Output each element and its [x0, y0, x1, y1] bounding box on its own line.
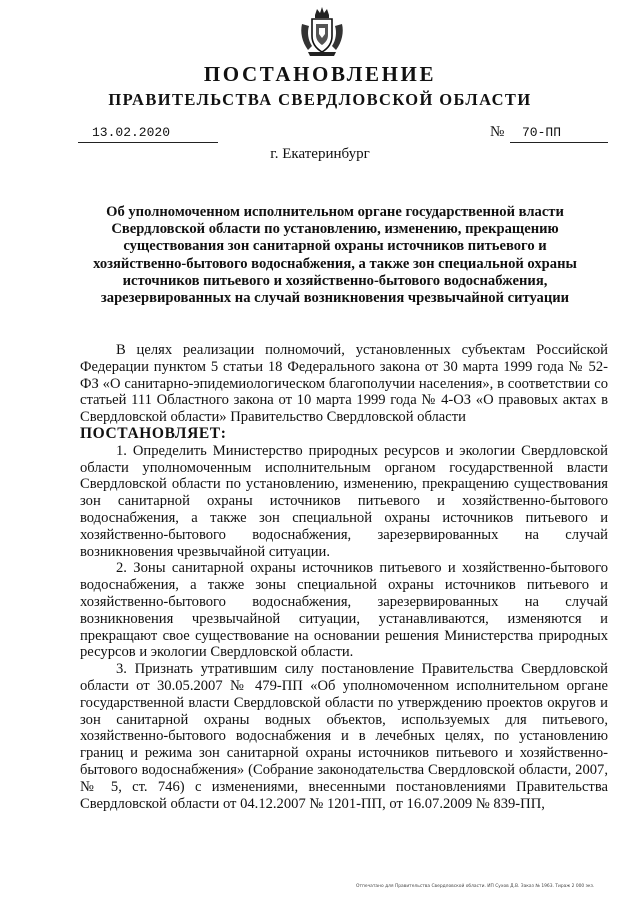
number-field — [510, 124, 608, 143]
paragraph-2: 2. Зоны санитарной охраны источников питьевого и хозяйственно-бытового водоснабжения, а также зоны специальной охраны источников питьевого и хозяйственно-бытового водоснабжения, зарезервированных на случай возникновения чрезвычайной ситуации, устанавливаются, изменяются и прекращают свое существование на основании решения Министерства природных ресурсов и экологии Свердловской области. — [80, 560, 608, 661]
coat-of-arms-icon — [298, 6, 346, 58]
city: г. Екатеринбург — [270, 146, 370, 162]
paragraph-1: 1. Определить Министерство природных ресурсов и экологии Свердловской области уполномоченным исполнительным органом государственной власти Свердловской области по установлению, изменению, прекращению существования зон санитарной охраны источников питьевого и хозяйственно-бытового водоснабжения, а также зон специальной охраны источников питьевого и хозяйственно-бытового водоснабжения, зарезервированных на случай возникновения чрезвычайной ситуации. — [80, 442, 608, 560]
document-body — [80, 342, 608, 812]
intro-paragraph: В целях реализации полномочий, установленных субъектам Российской Федерации пунктом 5 статьи 18 Федерального закона от 30 марта 1999 года № 52-ФЗ «О санитарно-эпидемиологическом благополучии населения», в соответствии со статьей 111 Областного закона от 10 марта 1999 года № 4-ОЗ «О правовых актах в Свердловской области» Правительство Свердловской области — [80, 342, 608, 426]
resolves-heading: ПОСТАНОВЛЯЕТ: — [80, 424, 227, 442]
number-sign: № — [490, 124, 505, 140]
document-type-title: ПОСТАНОВЛЕНИЕ — [203, 62, 437, 86]
document-heading: Об уполномоченном исполнительном органе государственной власти Свердловской области по установлению, изменению, прекращению существования зон санитарной охраны источников питьевого и хозяйственно-бытового водоснабжения, а также зон специальной охраны источников питьевого и хозяйственно-бытового водоснабжения, зарезервированных на случай возникновения чрезвычайной ситуации — [93, 204, 577, 307]
document-date: 13.02.2020 — [92, 125, 171, 140]
document-number: 70-ПП — [522, 125, 562, 140]
issuing-authority: ПРАВИТЕЛЬСТВА СВЕРДЛОВСКОЙ ОБЛАСТИ — [108, 90, 532, 109]
date-field — [78, 124, 218, 143]
print-imprint: Отпечатано для Правительства Свердловской области. ИП Сухов Д.В. Заказ № 1963. Тираж 2 000 экз. — [356, 884, 595, 889]
paragraph-3: 3. Признать утратившим силу постановление Правительства Свердловской области от 30.05.2007 № 479-ПП «Об уполномоченном исполнительном органе государственной власти Свердловской области по утверждению проектов округов и зон санитарной охраны водных объектов, используемых для питьевого, хозяйственно-бытового водоснабжения и в лечебных целях, по установлению границ и режима зон санитарной охраны источников питьевого и хозяйственно-бытового водоснабжения» (Собрание законодательства Свердловской области, 2007, № 5, ст. 746) с изменениями, внесенными постановлениями Правительства Свердловской области от 04.12.2007 № 1201-ПП, от 16.07.2009 № 839-ПП, — [80, 661, 608, 812]
